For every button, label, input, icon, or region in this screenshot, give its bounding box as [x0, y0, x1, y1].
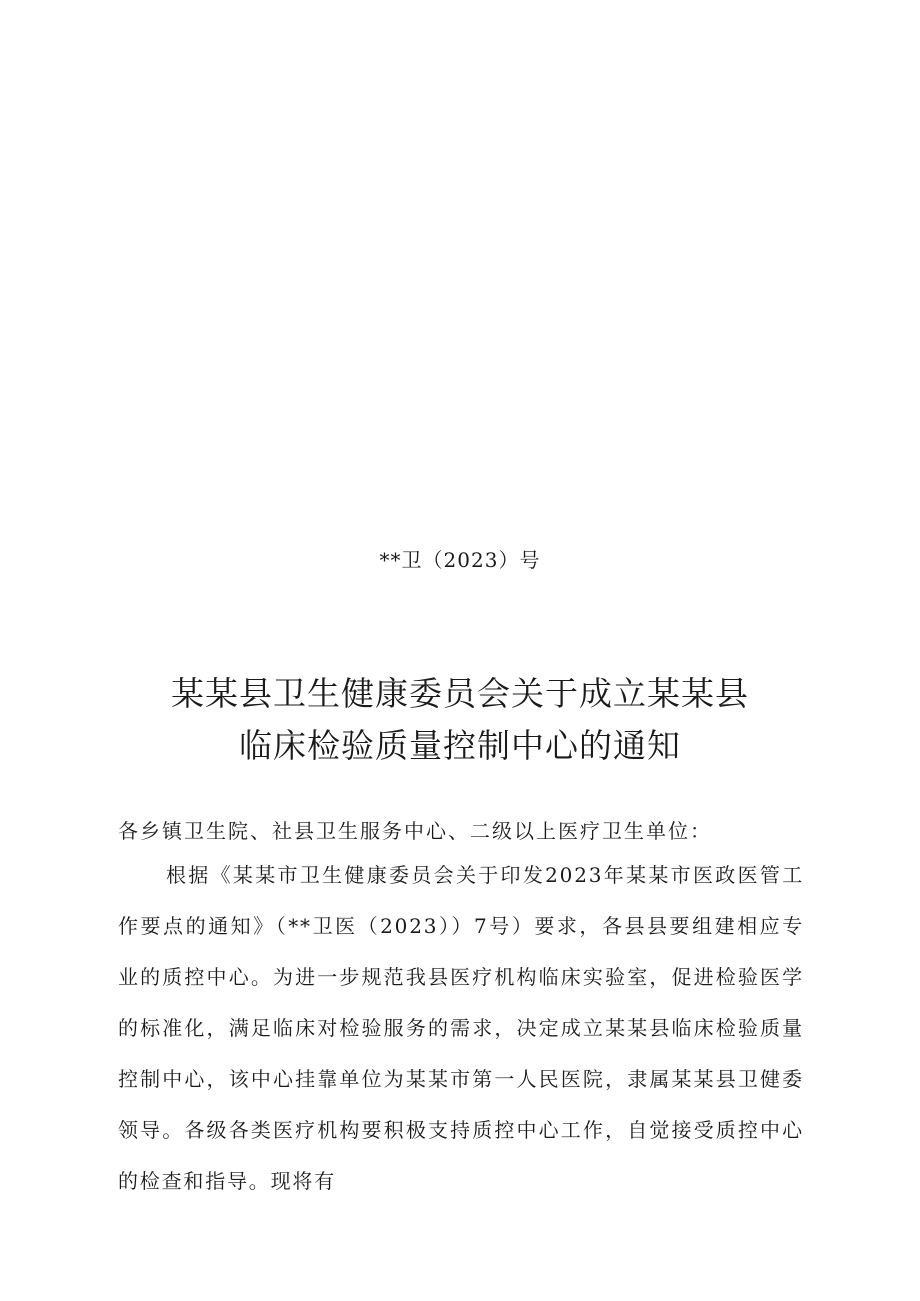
title-line-1: 某某县卫生健康委员会关于成立某某县 [171, 674, 749, 713]
salutation: 各乡镇卫生院、社县卫生服务中心、二级以上医疗卫生单位： [118, 819, 712, 843]
document-title [0, 668, 920, 772]
title-line-2: 临床检验质量控制中心的通知 [239, 726, 681, 765]
body-paragraph: 根据《某某市卫生健康委员会关于印发2023年某某市医政医管工作要点的通知》（**卫医（2023））7号）要求，各县县要组建相应专业的质控中心。为进一步规范我县医疗机构临床实验室，促进检验医学的标准化，满足临床对检验服务的需求，决定成立某某县临床检验质量控制中心，该中心挂靠单位为某某市第一人民医院，隶属某某县卫健委领导。各级各类医疗机构要积极支持质控中心工作，自觉接受质控中心的检查和指导。现将有 [118, 863, 804, 1193]
document-number: **卫（2023）号 [379, 548, 541, 572]
